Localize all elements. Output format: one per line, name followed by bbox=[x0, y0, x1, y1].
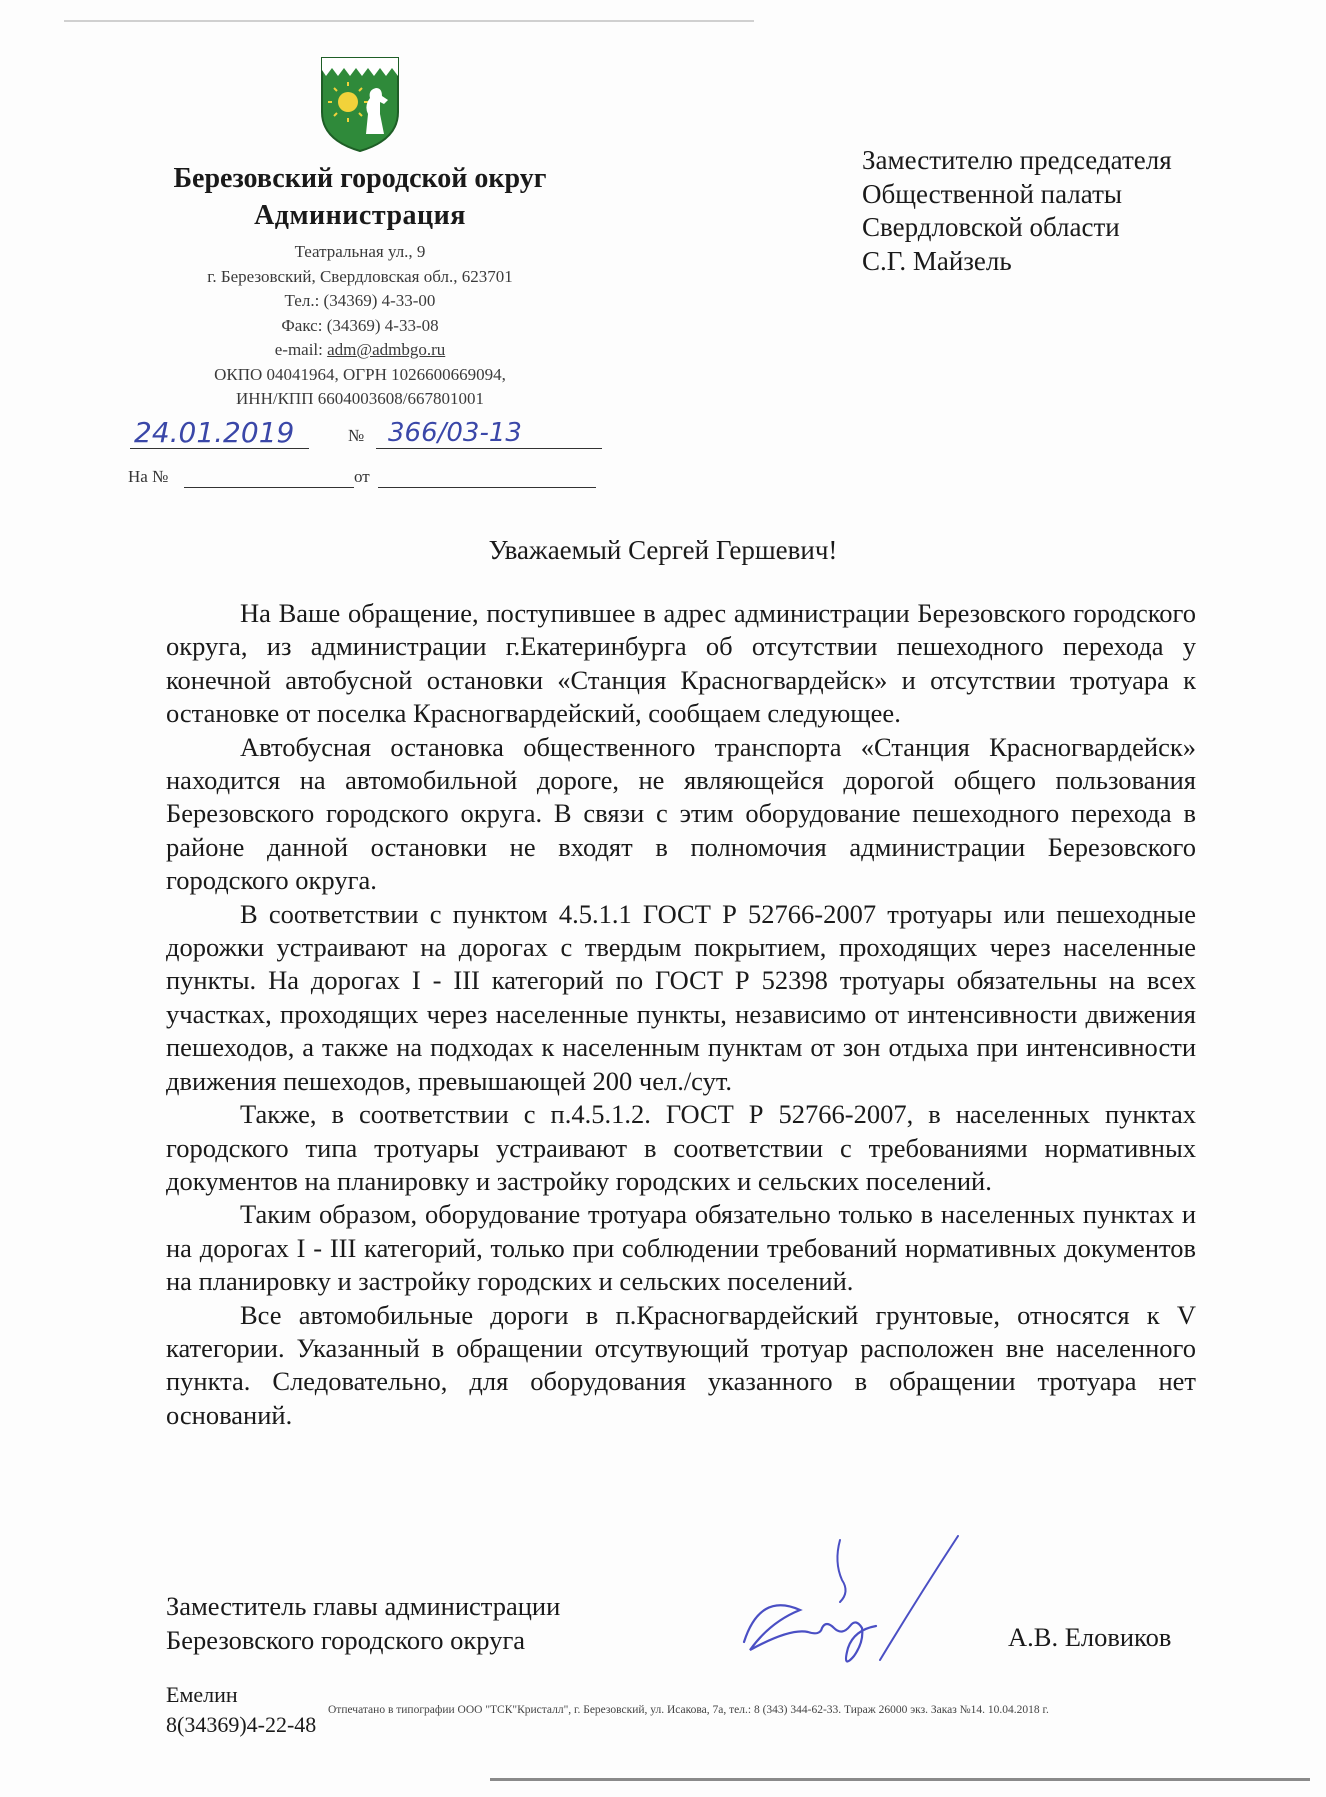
org-name: Березовский городской округ bbox=[173, 163, 547, 194]
reference-number-blank bbox=[184, 487, 354, 488]
scan-edge-top bbox=[64, 20, 754, 22]
org-email-link[interactable]: adm@admbgo.ru bbox=[327, 340, 446, 359]
greeting: Уважаемый Сергей Гершевич! bbox=[488, 535, 838, 565]
signatory-title bbox=[166, 1590, 560, 1657]
executor-name: Емелин bbox=[166, 1682, 238, 1707]
body-paragraph: Все автомобильные дороги в п.Красногвардейский грунтовые, относятся к V категории. Указанный в обращении отсутвующий тротуар расположен вне населенного пункта. Следовательно, для оборудования указанного в обращении тротуара нет оснований. bbox=[166, 1299, 1196, 1430]
body-paragraph: Также, в соответствии с п.4.5.1.2. ГОСТ Р 52766-2007, в населенных пунктах городского типа тротуары устраивают в соответствии с требованиями нормативных документов на планировку и застройку городских и сельских поселений. bbox=[166, 1099, 1196, 1196]
addressee-line: Общественной палаты bbox=[862, 178, 1123, 209]
handwritten-signature-icon bbox=[730, 1532, 970, 1674]
org-email-label: e-mail: bbox=[274, 340, 328, 359]
body-paragraph: Таким образом, оборудование тротуара обязательно только в населенных пунктах и на дорогах I - III категорий, только при соблюдении требований нормативных документов на планировку и застройку городских и сельских поселений. bbox=[166, 1199, 1196, 1297]
executor-phone: 8(34369)4-22-48 bbox=[166, 1712, 317, 1737]
scan-edge-bottom bbox=[490, 1778, 1310, 1781]
org-codes-2: ИНН/КПП 6604003608/667801001 bbox=[236, 389, 484, 408]
registration-number: 366/03-13 bbox=[376, 418, 602, 449]
reference-from-label: от bbox=[354, 467, 370, 486]
registration-number-label: № bbox=[348, 426, 365, 445]
signer-name: А.В. Еловиков bbox=[1008, 1622, 1172, 1652]
signatory-title-line: Березовского городского округа bbox=[166, 1624, 526, 1655]
org-department: Администрация bbox=[254, 200, 466, 231]
letter-body bbox=[166, 597, 1196, 1432]
reference-date-blank bbox=[378, 487, 596, 488]
printing-house-note: Отпечатано в типографии ООО "ТСК"Кристалл", г. Березовский, ул. Исакова, 7а, тел.: 8 (343) 344-62-33. Тираж 26000 экз. Заказ №14. 10.04.2018 г. bbox=[328, 1704, 1049, 1716]
reference-number-label: На № bbox=[128, 467, 169, 486]
org-phone: Тел.: (34369) 4-33-00 bbox=[284, 291, 436, 310]
addressee-line: Свердловской области bbox=[862, 212, 1120, 242]
addressee-line: Заместителю председателя bbox=[862, 145, 1172, 175]
org-email-row bbox=[100, 338, 620, 363]
body-paragraph: Автобусная остановка общественного транспорта «Станция Красногвардейск» находится на автомобильной дороге, не являющейся дорогой общего пользования Березовского городского округа. В связи с этим оборудование пешеходного перехода в районе данной остановки не входят в полномочия администрации Березовского городского округа. bbox=[166, 731, 1196, 896]
signatory-title-line: Заместитель главы администрации bbox=[166, 1591, 561, 1621]
registration-date: 24.01.2019 bbox=[130, 418, 309, 449]
city-coat-of-arms-icon bbox=[318, 54, 402, 154]
org-fax: Факс: (34369) 4-33-08 bbox=[281, 315, 439, 335]
org-codes-1: ОКПО 04041964, ОГРН 1026600669094, bbox=[214, 364, 506, 384]
addressee-block bbox=[862, 144, 1302, 278]
reference-line bbox=[128, 463, 598, 491]
executor-info bbox=[166, 1680, 316, 1740]
registration-line bbox=[130, 418, 590, 450]
addressee-line: С.Г. Майзель bbox=[862, 245, 1012, 276]
body-paragraph: В соответствии с пунктом 4.5.1.1 ГОСТ Р 52766-2007 тротуары или пешеходные дорожки устраивают на дорогах с твердым покрытием, проходящих через населенные пункты. На дорогах I - III категорий по ГОСТ Р 52398 тротуары обязательны на всех участках, проходящих через населенные пункты, независимо от интенсивности движения пешеходов, а также на подходах к населенным пунктам от зон отдыха при интенсивности движения пешеходов, превышающей 200 чел./сут. bbox=[166, 898, 1196, 1096]
body-paragraph: На Ваше обращение, поступившее в адрес администрации Березовского городского округа, из администрации г.Екатеринбурга об отсутствии пешеходного перехода у конечной автобусной остановки «Станция Красногвардейск» и отсутствии тротуара к остановке от поселка Красногвардейский, сообщаем следующее. bbox=[166, 598, 1196, 729]
sender-header bbox=[100, 160, 620, 412]
org-address-city: г. Березовский, Свердловская обл., 623701 bbox=[207, 266, 513, 286]
org-address-street: Театральная ул., 9 bbox=[294, 242, 426, 261]
